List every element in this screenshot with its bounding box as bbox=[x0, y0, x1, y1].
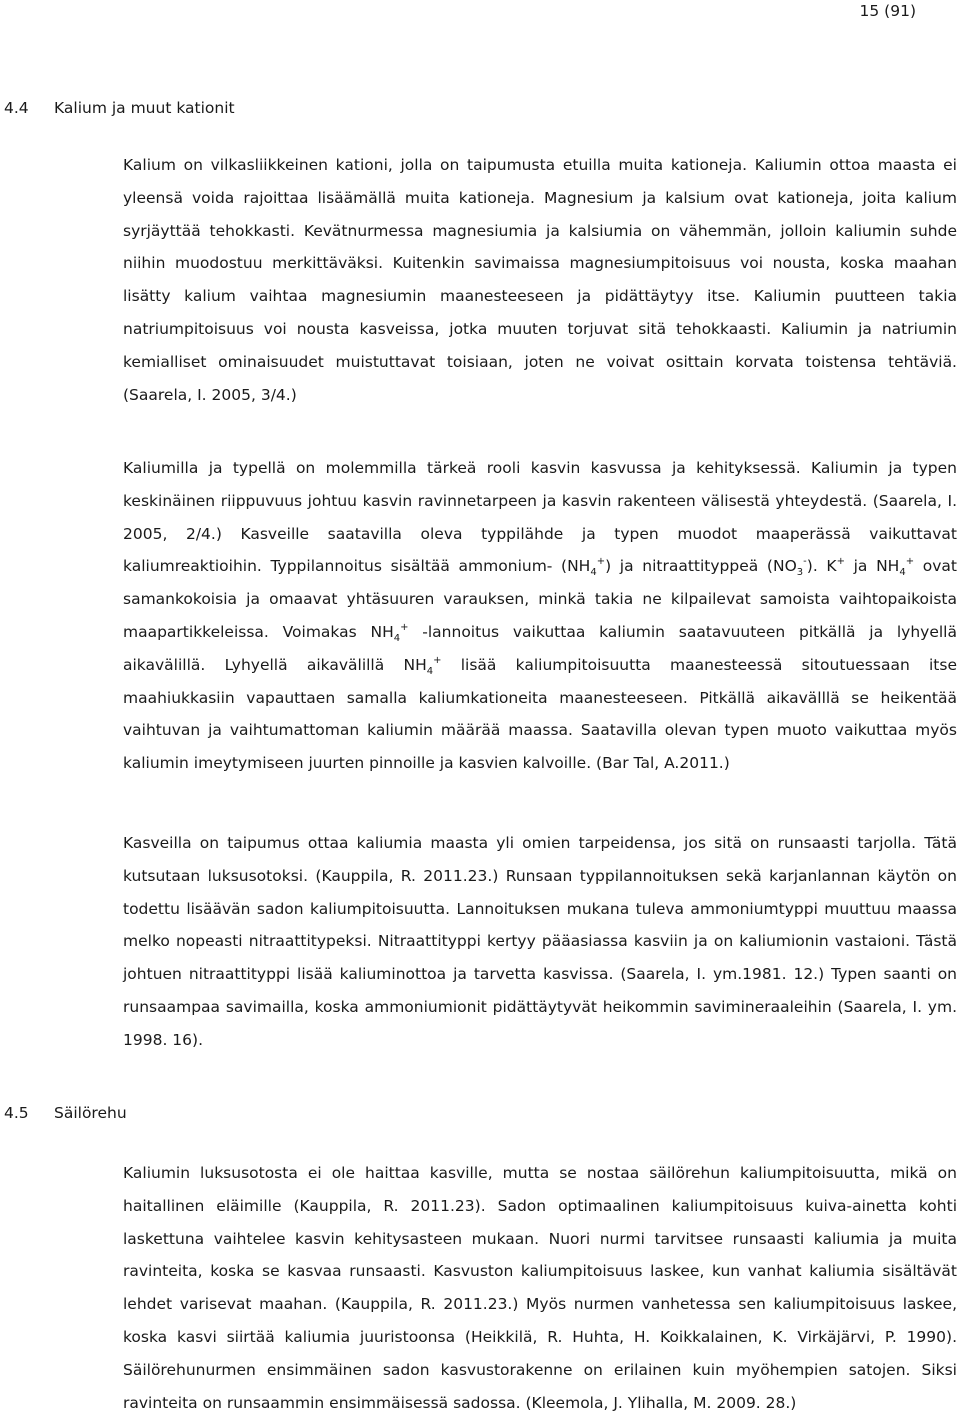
text-run: lisää kaliumpitoisuutta maanesteessä sitoutuessaan itse maahiukkasiin vapauttaen samalla kaliumkationeita maanesteeseen. Pitkällä aikavälllä se heikentää vaihtuvan ja vaihtumattoman kaliumin määrää maassa. Saatavilla olevan typen muoto vaikuttaa myös kaliumin imeytymiseen juurten pinnoille ja kasvien kalvoille. (Bar Tal, A.2011.) bbox=[123, 655, 957, 773]
section-title: Kalium ja muut kationit bbox=[54, 99, 235, 117]
subscript: 4 bbox=[899, 567, 906, 579]
superscript: + bbox=[905, 556, 915, 568]
superscript: + bbox=[596, 556, 606, 568]
superscript: + bbox=[433, 654, 442, 666]
section-title: Säilörehu bbox=[54, 1104, 127, 1122]
subscript: 4 bbox=[426, 665, 434, 677]
page-number: 15 (91) bbox=[859, 2, 916, 20]
section-heading-kalium bbox=[4, 97, 235, 119]
text-run: -lannoitus vaikuttaa kaliumin saatavuuteen pitkällä ja lyhyellä aikavälillä. Lyhyellä aikavälillä NH bbox=[123, 622, 957, 674]
text-run: ) ja nitraattityppeä (NO bbox=[605, 557, 797, 576]
text-run: ja NH bbox=[844, 557, 900, 576]
section-heading-sailorehu bbox=[4, 1102, 127, 1124]
paragraph-sailorehu: Kaliumin luksusotosta ei ole haittaa kasville, mutta se nostaa säilörehun kaliumpitoisuutta, mikä on haitallinen eläimille (Kauppila, R. 2011.23). Sadon optimaalinen kaliumpitoisuus kuiva-ainetta kohti laskettuna vaihtelee kasvin kehitysasteen mukaan. Nuori nurmi tarvitsee runsaasti kaliumia ja muita ravinteita, koska se kasvaa runsaasti. Kasvuston kaliumpitoisuus laskee, kun vanhat kaliumia sisältävät lehdet varisevat maahan. (Kauppila, R. 2011.23.) Myös nurmen vanhetessa sen kaliumpitoisuus laskee, koska kasvi siirtää kaliumia juuristoonsa (Heikkilä, R. Huhta, H. Koikkalainen, K. Virkäjärvi, P. 1990). Säilörehunurmen ensimmäinen sadon kasvustorakenne on erilainen kuin myöhempien satojen. Siksi ravinteita on runsaammin ensimmäisessä sadossa. (Kleemola, J. Ylihalla, M. 2009. 28.) bbox=[123, 1164, 957, 1412]
text-run: ovat samankokoisia ja omaavat yhtäsuuren varauksen, minkä takia ne kilpailevat samoista vaihtopaikoista maapartikkeleissa. Voimakas NH bbox=[123, 557, 957, 641]
paragraph-kalium-kationit: Kalium on vilkasliikkeinen kationi, jolla on taipumusta etuilla muita kationeja. Kaliumin ottoa maasta ei yleensä voida rajoittaa lisäämällä muita kationeja. Magnesium ja kalsium ovat kationeja, joita kalium syrjäyttää tehokkasti. Kevätnurmessa magnesiumia ja kalsiumia on vähemmän, jolloin kaliumin suhde niihin muodostuu merkittäväksi. Kuitenkin savimaissa magnesiumpitoisuus voi nousta, koska maahan lisätty kalium vaihtaa magnesiumin maanesteeseen ja pidättäytyy itse. Kaliumin puutteen takia natriumpitoisuus voi nousta kasveissa, jotka muuten torjuvat sitä tehokkaasti. Kaliumin ja natriumin kemialliset ominaisuudet muistuttavat toisiaan, joten ne voivat osittain korvata toistensa tehtäviä. (Saarela, I. 2005, 3/4.) bbox=[123, 156, 957, 404]
text-run: Kaliumilla ja typellä on molemmilla tärkeä rooli kasvin kasvussa ja kehityksessä. Kaliumin ja typen keskinäinen riippuvuus johtuu kasvin ravinnetarpeen ja kasvin rakenteen välisestä yhteydestä. (Saarela, I. 2005, 2/4.) Kasveille saatavilla oleva typpilähde ja typen muodot maaperässä vaikuttavat kaliumreaktioihin. Typpilannoitus sisältää ammonium- (NH bbox=[123, 459, 957, 576]
section-number: 4.5 bbox=[4, 1104, 29, 1122]
superscript: - bbox=[803, 556, 807, 568]
subscript: 3 bbox=[796, 567, 804, 579]
paragraph-luksusotto: Kasveilla on taipumus ottaa kaliumia maasta yli omien tarpeidensa, jos sitä on runsaasti tarjolla. Tätä kutsutaan luksusotoksi. (Kauppila, R. 2011.23.) Runsaan typpilannoituksen sekä karjanlannan käytön on todettu lisäävän sadon kaliumpitoisuutta. Lannoituksen mukana tuleva ammoniumtyppi muuttuu maassa melko nopeasti nitraattitypeksi. Nitraattityppi kertyy pääasiassa kasviin ja on kaliumionin vastaioni. Tästä johtuen nitraattityppi lisää kaliuminottoa ja tarvetta kasvissa. (Saarela, I. ym.1981. 12.) Typen saanti on runsaampaa savimailla, koska ammoniumionit pidättäytyvät heikommin savimineraaleihin (Saarela, I. ym. 1998. 16). bbox=[123, 834, 957, 1049]
superscript: + bbox=[400, 621, 409, 633]
subscript: 4 bbox=[590, 567, 597, 579]
section-number: 4.4 bbox=[4, 99, 29, 117]
text-run: ). K bbox=[806, 557, 837, 576]
superscript: + bbox=[836, 556, 845, 568]
subscript: 4 bbox=[393, 632, 401, 644]
paragraph-kalium-typpi bbox=[123, 452, 957, 780]
